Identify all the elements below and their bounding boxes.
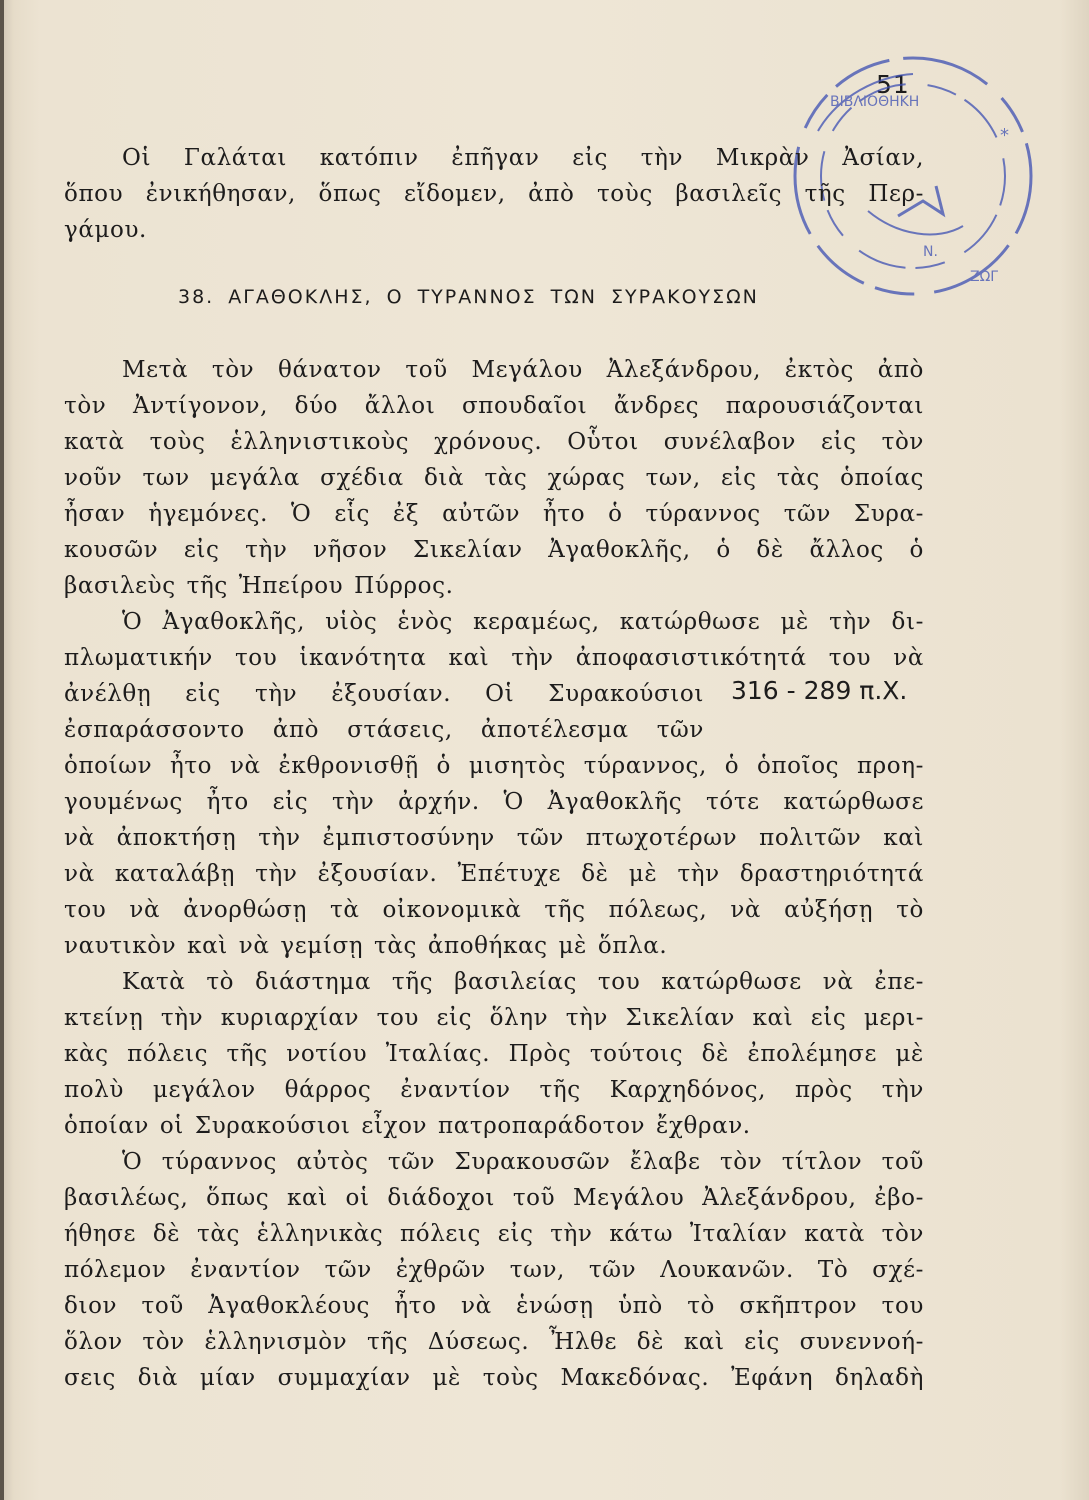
paragraph-line: Μετὰ τὸν θάνατον τοῦ Μεγάλου Ἀλεξάνδρου, ἐκτὸς ἀπὸ bbox=[122, 357, 924, 383]
page-binding-edge bbox=[0, 0, 4, 1500]
paragraph-line: πλωματικήν του ἱκανότητα καὶ τὴν ἀποφασιστικότητά του νὰ bbox=[64, 645, 924, 671]
paragraph-line: ήθησε δὲ τὰς ἑλληνικὰς πόλεις εἰς τὴν κάτω Ἰταλίαν κατὰ τὸν bbox=[64, 1221, 924, 1247]
paragraph-line: του νὰ ἀνορθώσῃ τὰ οἰκονομικὰ τῆς πόλεως, νὰ αὐξήσῃ τὸ bbox=[64, 897, 924, 923]
paragraph-line: ὅλον τὸν ἑλληνισμὸν τῆς Δύσεως. Ἦλθε δὲ καὶ εἰς συνεννοή- bbox=[64, 1329, 924, 1355]
paragraph-line: πόλεμον ἐναντίον τῶν ἐχθρῶν των, τῶν Λουκανῶν. Τὸ σχέ- bbox=[64, 1257, 924, 1283]
paragraph-line: Ὁ τύραννος αὐτὸς τῶν Συρακουσῶν ἔλαβε τὸν τίτλον τοῦ bbox=[122, 1149, 924, 1175]
paragraph-line: ὁποίων ἦτο νὰ ἐκθρονισθῇ ὁ μισητὸς τύραννος, ὁ ὁποῖος προη- bbox=[64, 753, 924, 779]
paragraph-line: Κατὰ τὸ διάστημα τῆς βασιλείας του κατώρθωσε νὰ ἐπε- bbox=[122, 969, 924, 995]
paragraph-line: ναυτικὸν καὶ νὰ γεμίσῃ τὰς ἀποθήκας μὲ ὅπλα. bbox=[64, 933, 668, 959]
margin-date-note: 316 - 289 π.Χ. bbox=[731, 676, 908, 705]
paragraph-line: ἦσαν ἡγεμόνες. Ὁ εἷς ἐξ αὐτῶν ἦτο ὁ τύραννος τῶν Συρα- bbox=[64, 501, 924, 527]
paragraph-line: ἐσπαράσσοντο ἀπὸ στάσεις, ἀποτέλεσμα τῶν bbox=[64, 717, 704, 743]
paragraph-line: γάμου. bbox=[64, 217, 147, 243]
paragraph-line: ὅπου ἐνικήθησαν, ὅπως εἴδομεν, ἀπὸ τοὺς βασιλεῖς τῆς Περ- bbox=[64, 181, 924, 207]
paragraph-line: κὰς πόλεις τῆς νοτίου Ἰταλίας. Πρὸς τούτοις δὲ ἐπολέμησε μὲ bbox=[64, 1041, 924, 1067]
paragraph-line: κατὰ τοὺς ἑλληνιστικοὺς χρόνους. Οὗτοι συνέλαβον εἰς τὸν bbox=[64, 429, 924, 455]
paragraph-line: βασιλέως, ὅπως καὶ οἱ διάδοχοι τοῦ Μεγάλου Ἀλεξάνδρου, ἐβο- bbox=[64, 1185, 924, 1211]
paragraph-line: νὰ καταλάβῃ τὴν ἐξουσίαν. Ἐπέτυχε δὲ μὲ τὴν δραστηριότητά bbox=[64, 861, 924, 887]
section-heading: 38. ΑΓΑΘΟΚΛΗΣ, Ο ΤΥΡΑΝΝΟΣ ΤΩΝ ΣΥΡΑΚΟΥΣΩΝ bbox=[178, 286, 759, 308]
svg-text:*: * bbox=[1000, 125, 1009, 146]
paragraph-line: κτείνῃ τὴν κυριαρχίαν του εἰς ὅλην τὴν Σικελίαν καὶ εἰς μερι- bbox=[64, 1005, 924, 1031]
svg-text:Ν.: Ν. bbox=[923, 244, 938, 260]
paragraph-line: κουσῶν εἰς τὴν νῆσον Σικελίαν Ἀγαθοκλῆς, ὁ δὲ ἄλλος ὁ bbox=[64, 537, 924, 563]
paragraph-line: ὁποίαν οἱ Συρακούσιοι εἶχον πατροπαράδοτον ἔχθραν. bbox=[64, 1113, 751, 1139]
svg-text:ΖΩΓ: ΖΩΓ bbox=[970, 269, 999, 285]
page-number: 51 bbox=[876, 70, 910, 99]
paragraph-line: γουμένως ἦτο εἰς τὴν ἀρχήν. Ὁ Ἀγαθοκλῆς τότε κατώρθωσε bbox=[64, 789, 924, 815]
paragraph-line: πολὺ μεγάλον θάρρος ἐναντίον τῆς Καρχηδόνος, πρὸς τὴν bbox=[64, 1077, 924, 1103]
svg-text:ΒΙΒΛΙΟΘΗΚΗ: ΒΙΒΛΙΟΘΗΚΗ bbox=[830, 94, 920, 110]
paragraph-line: βασιλεὺς τῆς Ἠπείρου Πύρρος. bbox=[64, 573, 454, 599]
paragraph-line: τὸν Ἀντίγονον, δύο ἄλλοι σπουδαῖοι ἄνδρες παρουσιάζονται bbox=[64, 393, 924, 419]
paragraph-line: ἀνέλθῃ εἰς τὴν ἐξουσίαν. Οἱ Συρακούσιοι bbox=[64, 681, 704, 707]
paragraph-line: διον τοῦ Ἀγαθοκλέους ἦτο νὰ ἑνώσῃ ὑπὸ τὸ σκῆπτρον του bbox=[64, 1293, 924, 1319]
paragraph-line: Ὁ Ἀγαθοκλῆς, υἱὸς ἑνὸς κεραμέως, κατώρθωσε μὲ τὴν δι- bbox=[122, 609, 924, 635]
paragraph-line: Οἱ Γαλάται κατόπιν ἐπῆγαν εἰς τὴν Μικρὰν Ἀσίαν, bbox=[122, 145, 924, 171]
paragraph-line: σεις διὰ μίαν συμμαχίαν μὲ τοὺς Μακεδόνας. Ἐφάνη δηλαδὴ bbox=[64, 1365, 924, 1391]
paragraph-line: νὰ ἀποκτήσῃ τὴν ἐμπιστοσύνην τῶν πτωχοτέρων πολιτῶν καὶ bbox=[64, 825, 924, 851]
paragraph-line: νοῦν των μεγάλα σχέδια διὰ τὰς χώρας των, εἰς τὰς ὁποίας bbox=[64, 465, 924, 491]
